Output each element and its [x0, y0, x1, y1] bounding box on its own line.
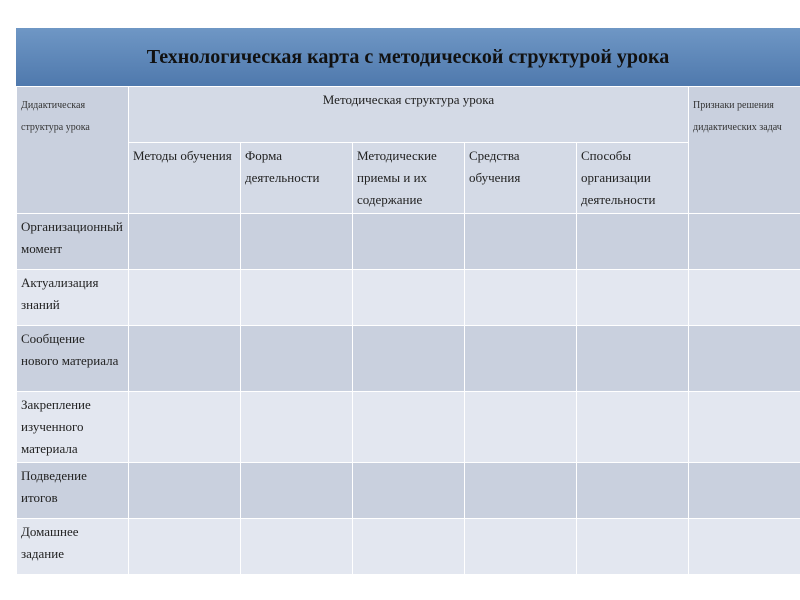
table-cell — [353, 519, 465, 575]
table-cell — [465, 463, 577, 519]
row-label: Закрепление изученного материала — [17, 392, 129, 463]
table-cell — [465, 214, 577, 270]
table-cell — [353, 326, 465, 392]
table-row — [17, 519, 800, 575]
table-cell — [241, 270, 353, 326]
table-cell — [129, 214, 241, 270]
header-methodical-techniques: Методические приемы и их содержание — [353, 143, 465, 214]
table-cell — [241, 214, 353, 270]
table-cell — [689, 519, 800, 575]
table-cell — [353, 463, 465, 519]
table-cell — [689, 270, 800, 326]
header-method-structure: Методическая структура урока — [129, 87, 689, 143]
table-row — [17, 392, 800, 463]
table-cell — [129, 519, 241, 575]
table-cell — [577, 326, 689, 392]
table-cell — [129, 326, 241, 392]
table-cell — [353, 270, 465, 326]
header-didactic-structure: Дидактическая структура урока — [17, 87, 129, 214]
row-label: Актуализация знаний — [17, 270, 129, 326]
table-cell — [577, 214, 689, 270]
table-cell — [577, 392, 689, 463]
table-row — [17, 326, 800, 392]
table-cell — [241, 463, 353, 519]
row-label: Сообщение нового материала — [17, 326, 129, 392]
row-label: Организационный момент — [17, 214, 129, 270]
table-cell — [129, 392, 241, 463]
table-cell — [465, 519, 577, 575]
header-teaching-means: Средства обучения — [465, 143, 577, 214]
table-cell — [577, 519, 689, 575]
table-cell — [465, 326, 577, 392]
table-cell — [689, 214, 800, 270]
header-organization-methods: Способы организации деятельности — [577, 143, 689, 214]
row-label: Домашнее задание — [17, 519, 129, 575]
table-cell — [689, 326, 800, 392]
table-cell — [241, 519, 353, 575]
table-cell — [577, 463, 689, 519]
table-cell — [129, 270, 241, 326]
header-signs-of-solution: Признаки решения дидактических задач — [689, 87, 800, 214]
header-methods: Методы обучения — [129, 143, 241, 214]
table-cell — [241, 326, 353, 392]
table-row — [17, 463, 800, 519]
table-row — [17, 270, 800, 326]
technological-map-table — [16, 86, 800, 575]
table-cell — [689, 463, 800, 519]
table-cell — [129, 463, 241, 519]
slide-title: Технологическая карта с методической структурой урока — [16, 28, 800, 86]
table-cell — [577, 270, 689, 326]
table-cell — [353, 392, 465, 463]
row-label: Подведение итогов — [17, 463, 129, 519]
table-row — [17, 214, 800, 270]
table-cell — [465, 270, 577, 326]
header-activity-form: Форма деятельности — [241, 143, 353, 214]
table-cell — [689, 392, 800, 463]
table-cell — [241, 392, 353, 463]
table-cell — [353, 214, 465, 270]
table-cell — [465, 392, 577, 463]
